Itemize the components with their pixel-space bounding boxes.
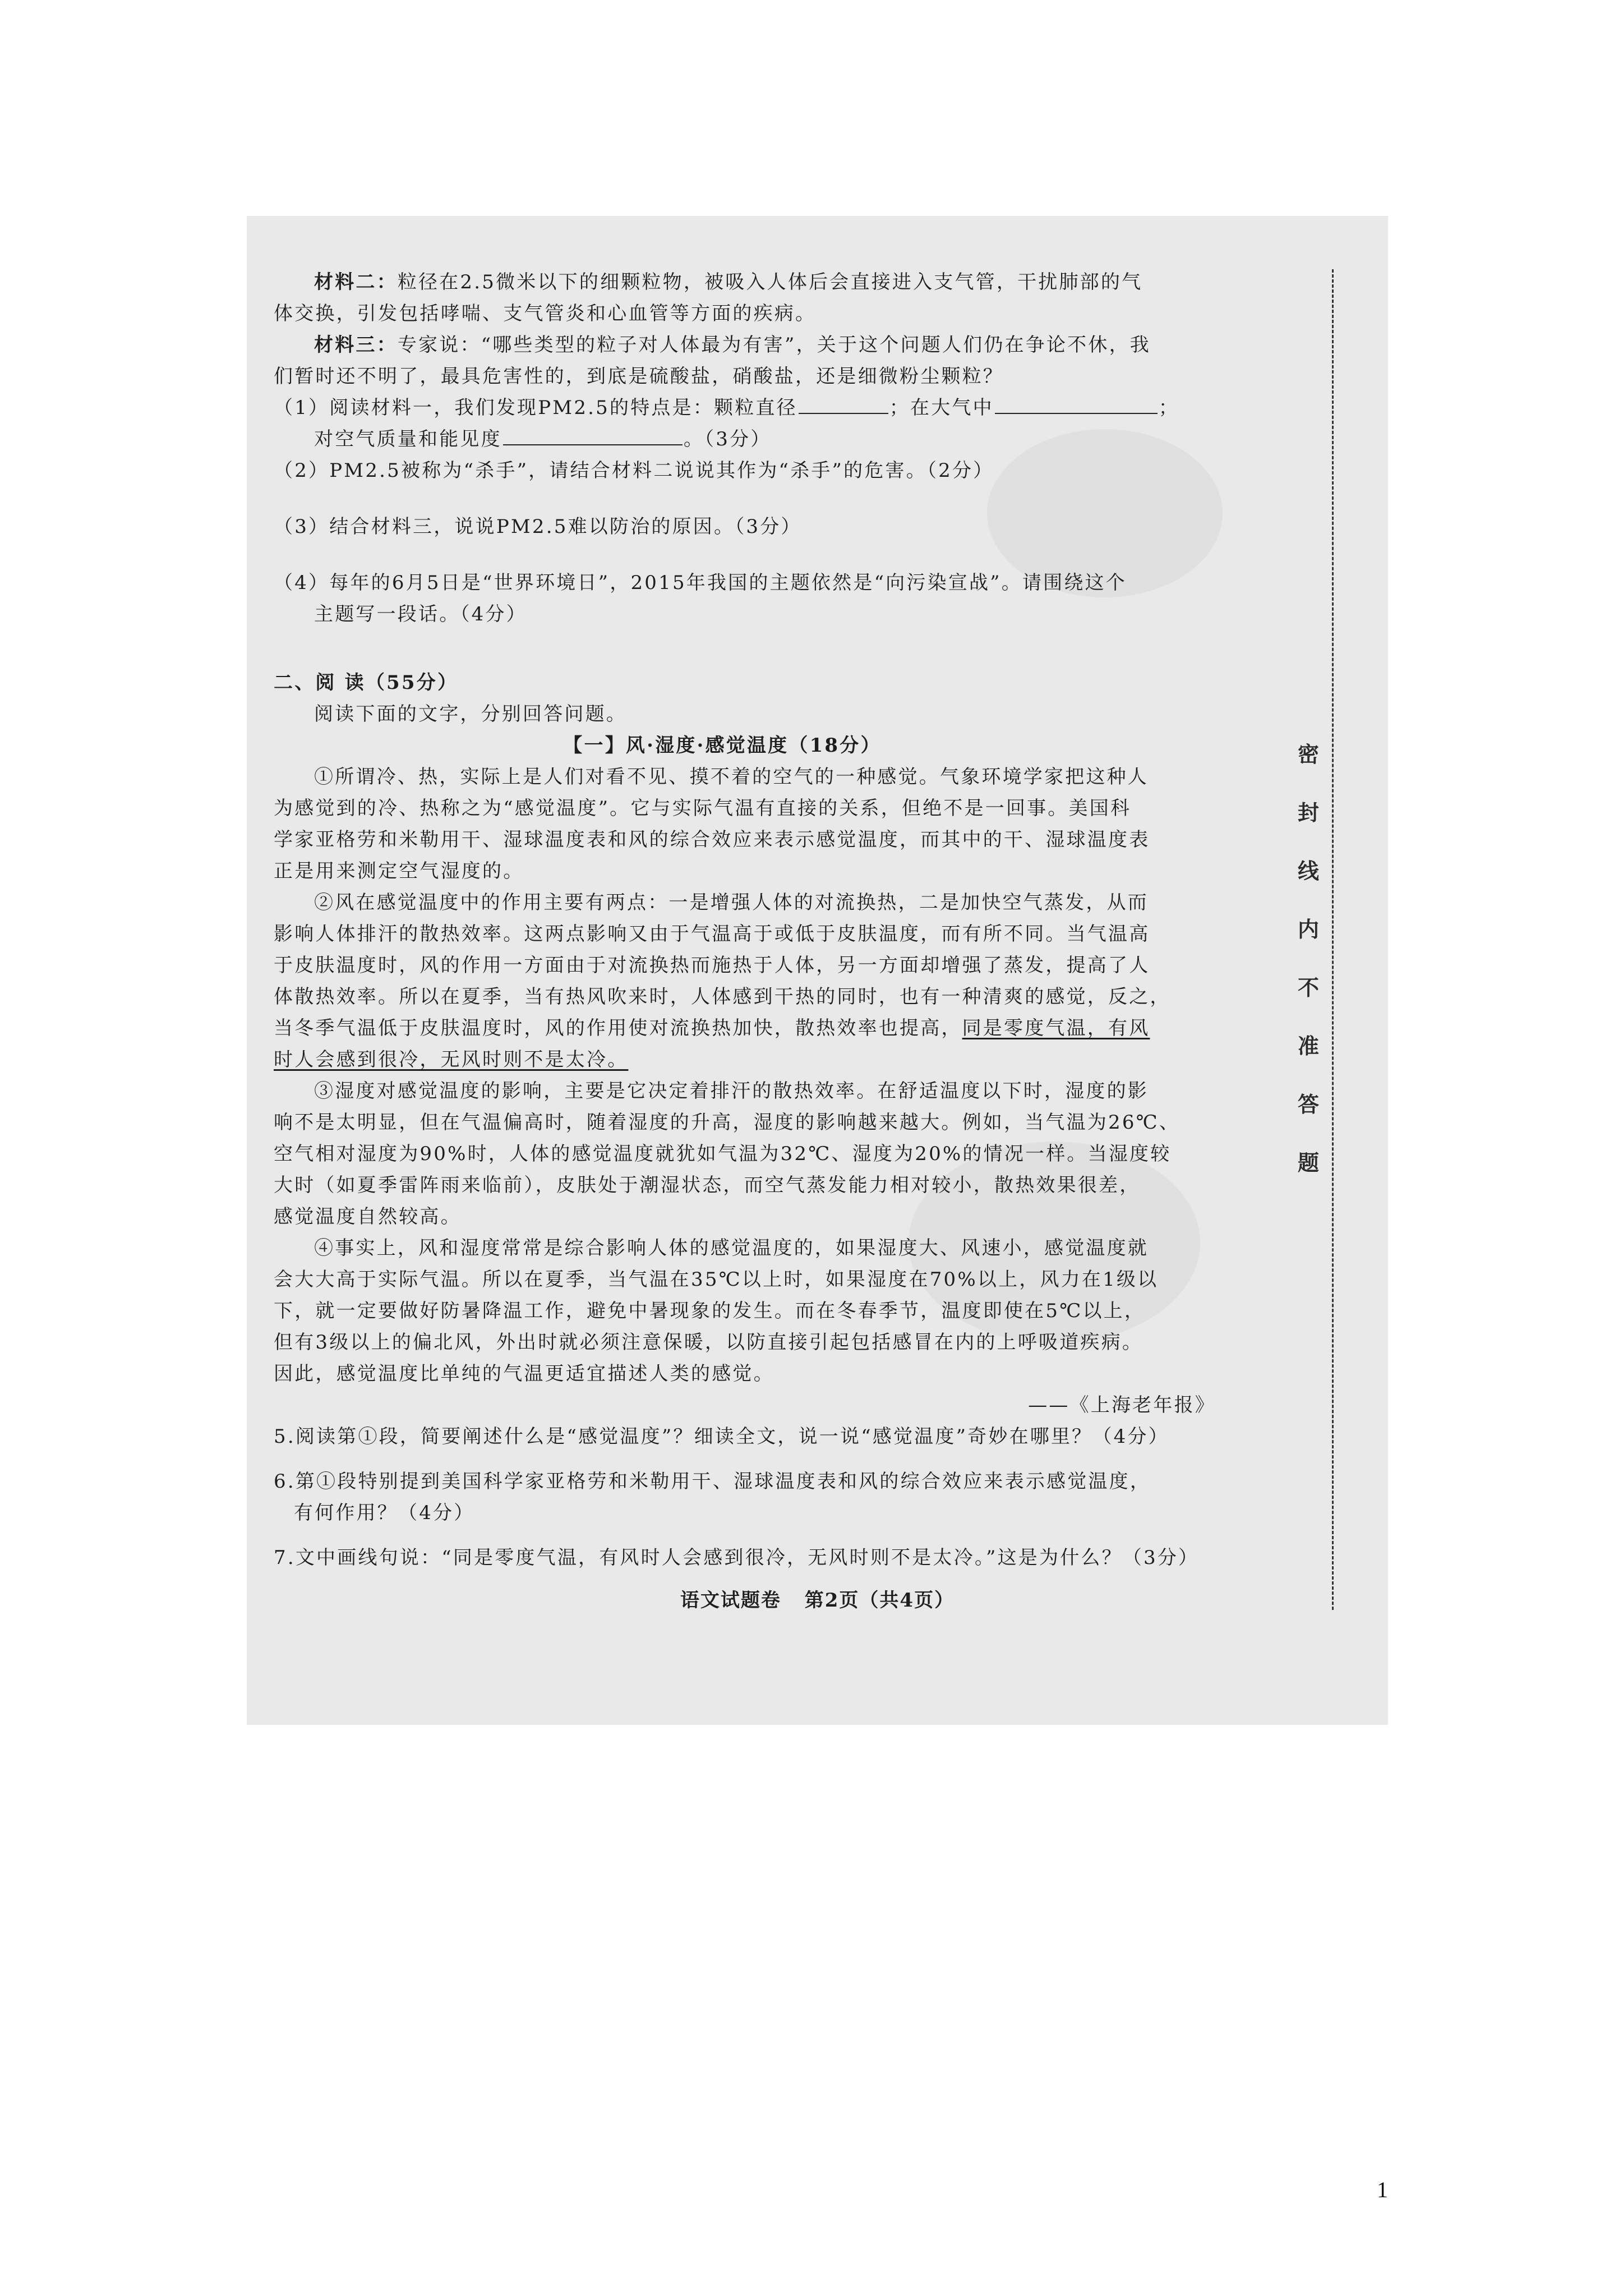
question-1-line-2: 对空气质量和能见度 。（3分） [314, 428, 772, 450]
section-2-instruction: 阅读下面的文字，分别回答问题。 [314, 703, 627, 725]
section-2-heading: 二、阅 读（55分） [274, 671, 459, 694]
material-2-line-1: 材料二：粒径在2.5微米以下的细颗粒物，被吸入人体后会直接进入支气管，干扰肺部的气 [314, 271, 1143, 293]
question-7: 7.文中画线句说：“同是零度气温，有风时人会感到很冷，无风时则不是太冷。”这是为什么？（3分） [274, 1547, 1200, 1569]
question-6-line-2: 有何作用？（4分） [294, 1502, 475, 1524]
question-4-line-1: （4）每年的6月5日是“世界环境日”，2015年我国的主题依然是“向污染宣战”。请围绕这个 [274, 572, 1127, 594]
question-3: （3）结合材料三，说说PM2.5难以防治的原因。（3分） [274, 516, 802, 538]
underlined-sentence: 同是零度气温，有风 [962, 1017, 1150, 1039]
material-3-label: 材料三： [314, 334, 398, 356]
question-6-line-1: 6.第①段特别提到美国科学家亚格劳和米勒用干、湿球温度表和风的综合效应来表示感觉温度， [274, 1470, 1151, 1493]
article-paragraph-3: ③湿度对感觉温度的影响，主要是它决定着排汗的散热效率。在舒适温度以下时，湿度的影 响不是太明显，但在气温偏高时，随着湿度的升高，湿度的影响越来越大。例如，当气温为26℃、 空气相对湿度为90%时，人体的感觉温度就犹如气温为32℃、湿度为20%的情况一样。当湿度较 大时（如夏季雷阵雨来临前），皮肤处于潮湿状态，而空气蒸发能力相对较小，散热效果很差， 感觉温度自然较高。 [274, 1080, 1181, 1228]
answer-blank[interactable] [503, 427, 683, 445]
article-paragraph-1: ①所谓冷、热，实际上是人们对看不见、摸不着的空气的一种感觉。气象环境学家把这种人 为感觉到的冷、热称之为“感觉温度”。它与实际气温有直接的关系，但绝不是一回事。美国科 学家亚格劳和米勒用干、湿球温度表和风的综合效应来表示感觉温度，而其中的干、湿球温度表 正是用来测定空气湿度的。 [274, 766, 1150, 882]
material-2-line-2: 体交换，引发包括哮喘、支气管炎和心血管等方面的疾病。 [274, 302, 817, 325]
exam-footer [247, 1585, 1388, 1612]
footer-page: 第2页（共4页） [804, 1589, 955, 1612]
underlined-sentence: 时人会感到很冷，无风时则不是太冷。 [274, 1048, 629, 1071]
material-3-line-2: 们暂时还不明了，最具危害性的，到底是硫酸盐，硝酸盐，还是细微粉尘颗粒？ [274, 365, 1004, 388]
article-source: ——《上海老年报》 [1028, 1394, 1216, 1416]
exam-content [274, 266, 1238, 1573]
question-2: （2）PM2.5被称为“杀手”，请结合材料二说说其作为“杀手”的危害。（2分） [274, 459, 994, 482]
scanned-exam-page [247, 216, 1388, 1725]
answer-blank[interactable] [799, 396, 888, 414]
seal-dashed-line [1332, 269, 1334, 1610]
seal-line-notice: 密 封 线 内 不 准 答 题 [1297, 742, 1319, 1175]
question-1-line-1: （1）阅读材料一，我们发现PM2.5的特点是：颗粒直径 ；在大气中 ； [274, 397, 1179, 419]
material-2-label: 材料二： [314, 271, 398, 293]
article-paragraph-2: ②风在感觉温度中的作用主要有两点：一是增强人体的对流换热，二是加快空气蒸发，从而 影响人体排汗的散热效率。这两点影响又由于气温高于或低于皮肤温度，而有所不同。当气温高 于皮肤温度时，风的作用一方面由于对流换热而施热于人体，另一方面却增强了蒸发，提高了人 体散热效率。所以在夏季，当有热风吹来时，人体感到干热的同时，也有一种清爽的感觉，反之， 当冬季气温低于皮肤温度时，风的作用使对流换热加快，散热效率也提高，同是零度气温，有风 时人会感到很冷，无风时则不是太冷。 [274, 891, 1171, 1071]
document-page-number: 1 [1377, 2177, 1388, 2202]
material-3-line-1: 材料三：专家说：“哪些类型的粒子对人体最为有害”，关于这个问题人们仍在争论不休，我 [314, 334, 1151, 356]
answer-blank[interactable] [995, 396, 1158, 414]
footer-subject: 语文试题卷 [680, 1589, 781, 1612]
article-paragraph-4: ④事实上，风和湿度常常是综合影响人体的感觉温度的，如果湿度大、风速小，感觉温度就 会大大高于实际气温。所以在夏季，当气温在35℃以上时，如果湿度在70%以上，风力在1级以 下，就一定要做好防暑降温工作，避免中暑现象的发生。而在冬春季节，温度即使在5℃以上， 但有3级以上的偏北风，外出时就必须注意保暖，以防直接引起包括感冒在内的上呼吸道疾病。 因此，感觉温度比单纯的气温更适宜描述人类的感觉。 [274, 1237, 1159, 1385]
article-title: 【一】风·湿度·感觉温度（18分） [563, 734, 882, 757]
question-4-line-2: 主题写一段话。（4分） [314, 603, 527, 625]
question-5: 5.阅读第①段，简要阐述什么是“感觉温度”？细读全文，说一说“感觉温度”奇妙在哪里？（4分） [274, 1425, 1169, 1448]
